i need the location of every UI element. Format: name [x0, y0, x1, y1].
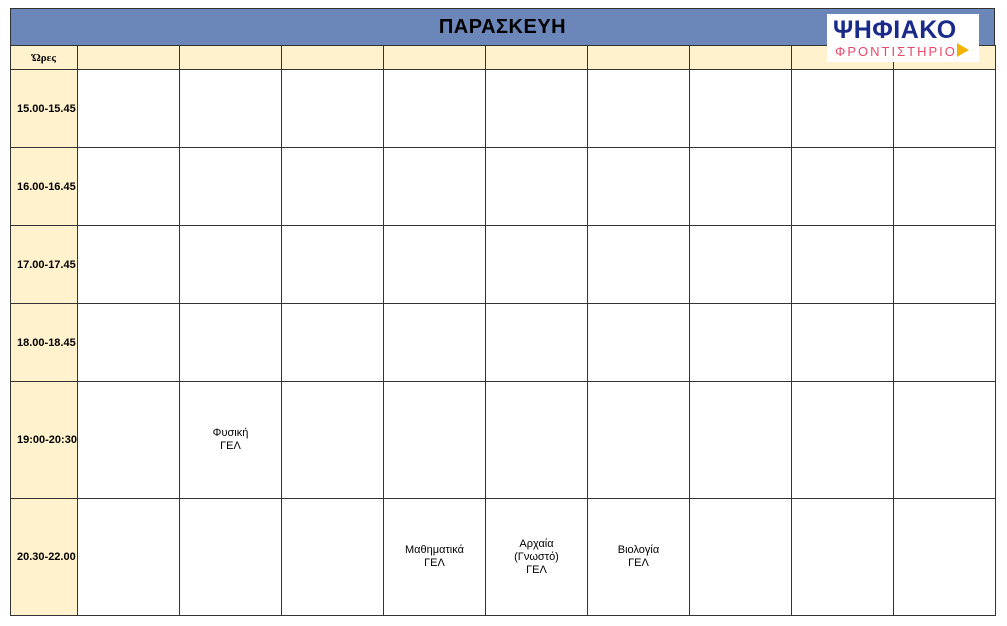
schedule-cell[interactable]: [78, 148, 180, 226]
schedule-table: [10, 45, 996, 616]
schedule-row: [11, 304, 996, 382]
schedule-cell[interactable]: [78, 499, 180, 616]
schedule-cell[interactable]: [282, 70, 384, 148]
time-slot-label: 17.00-17.45: [11, 226, 78, 304]
header-cell: [180, 46, 282, 70]
logo-main-text: ΨΗΦΙΑΚΟ: [833, 16, 957, 44]
schedule-cell[interactable]: [690, 499, 792, 616]
schedule-cell[interactable]: [894, 148, 996, 226]
schedule-cell[interactable]: [690, 382, 792, 499]
header-cell: [282, 46, 384, 70]
schedule-cell[interactable]: [180, 382, 282, 499]
time-slot-label: 15.00-15.45: [11, 70, 78, 148]
schedule-cell[interactable]: [180, 70, 282, 148]
schedule-cell[interactable]: [384, 148, 486, 226]
logo-arrow-icon: [957, 43, 969, 57]
schedule-cell[interactable]: [792, 304, 894, 382]
schedule-cell[interactable]: [792, 499, 894, 616]
schedule-cell[interactable]: [690, 70, 792, 148]
schedule-cell[interactable]: [78, 382, 180, 499]
time-slot-label: 16.00-16.45: [11, 148, 78, 226]
header-cell: [384, 46, 486, 70]
schedule-cell[interactable]: [792, 382, 894, 499]
schedule-cell[interactable]: [180, 148, 282, 226]
schedule-cell[interactable]: [588, 304, 690, 382]
schedule-cell[interactable]: [180, 304, 282, 382]
hours-header: Ώρες: [11, 46, 78, 70]
header-cell: [78, 46, 180, 70]
schedule-cell[interactable]: [690, 148, 792, 226]
header-cell: [690, 46, 792, 70]
schedule-cell[interactable]: [588, 148, 690, 226]
schedule-sheet: [10, 8, 995, 617]
schedule-cell[interactable]: [894, 382, 996, 499]
schedule-cell[interactable]: [486, 70, 588, 148]
schedule-cell[interactable]: [792, 226, 894, 304]
time-slot-label: 20.30-22.00: [11, 499, 78, 616]
schedule-cell[interactable]: [282, 148, 384, 226]
day-title: ΠΑΡΑΣΚΕΥΗ: [438, 15, 567, 38]
schedule-cell[interactable]: [180, 499, 282, 616]
schedule-cell[interactable]: [894, 499, 996, 616]
class-entry: Βιολογία ΓΕΛ: [617, 544, 660, 569]
logo-sub-text: ΦΡΟΝΤΙΣΤΗΡΙΟ: [835, 44, 957, 59]
schedule-cell[interactable]: [588, 226, 690, 304]
schedule-cell[interactable]: [282, 382, 384, 499]
schedule-cell[interactable]: [384, 499, 486, 616]
schedule-cell[interactable]: [486, 304, 588, 382]
schedule-row: [11, 70, 996, 148]
schedule-cell[interactable]: [282, 226, 384, 304]
schedule-cell[interactable]: [78, 226, 180, 304]
schedule-cell[interactable]: [894, 70, 996, 148]
schedule-cell[interactable]: [588, 382, 690, 499]
schedule-cell[interactable]: [588, 499, 690, 616]
schedule-row: [11, 382, 996, 499]
schedule-cell[interactable]: [486, 499, 588, 616]
schedule-cell[interactable]: [282, 304, 384, 382]
schedule-cell[interactable]: [384, 70, 486, 148]
schedule-cell[interactable]: [486, 148, 588, 226]
brand-logo: [827, 14, 979, 62]
schedule-cell[interactable]: [384, 226, 486, 304]
schedule-cell[interactable]: [486, 382, 588, 499]
schedule-cell[interactable]: [384, 304, 486, 382]
schedule-cell[interactable]: [690, 226, 792, 304]
schedule-cell[interactable]: [792, 70, 894, 148]
time-slot-label: 19:00-20:30: [11, 382, 78, 499]
schedule-cell[interactable]: [282, 499, 384, 616]
schedule-cell[interactable]: [78, 70, 180, 148]
header-cell: [486, 46, 588, 70]
schedule-cell[interactable]: [588, 70, 690, 148]
schedule-cell[interactable]: [792, 148, 894, 226]
class-entry: Μαθηματικά ΓΕΛ: [405, 544, 464, 569]
schedule-cell[interactable]: [894, 226, 996, 304]
schedule-row: [11, 499, 996, 616]
schedule-cell[interactable]: [180, 226, 282, 304]
schedule-cell[interactable]: [384, 382, 486, 499]
header-cell: [588, 46, 690, 70]
time-slot-label: 18.00-18.45: [11, 304, 78, 382]
schedule-row: [11, 148, 996, 226]
class-entry: Αρχαία (Γνωστό) ΓΕΛ: [514, 537, 559, 576]
schedule-cell[interactable]: [690, 304, 792, 382]
schedule-row: [11, 226, 996, 304]
class-entry: Φυσική ΓΕΛ: [212, 427, 249, 452]
schedule-cell[interactable]: [78, 304, 180, 382]
schedule-cell[interactable]: [486, 226, 588, 304]
schedule-cell[interactable]: [894, 304, 996, 382]
